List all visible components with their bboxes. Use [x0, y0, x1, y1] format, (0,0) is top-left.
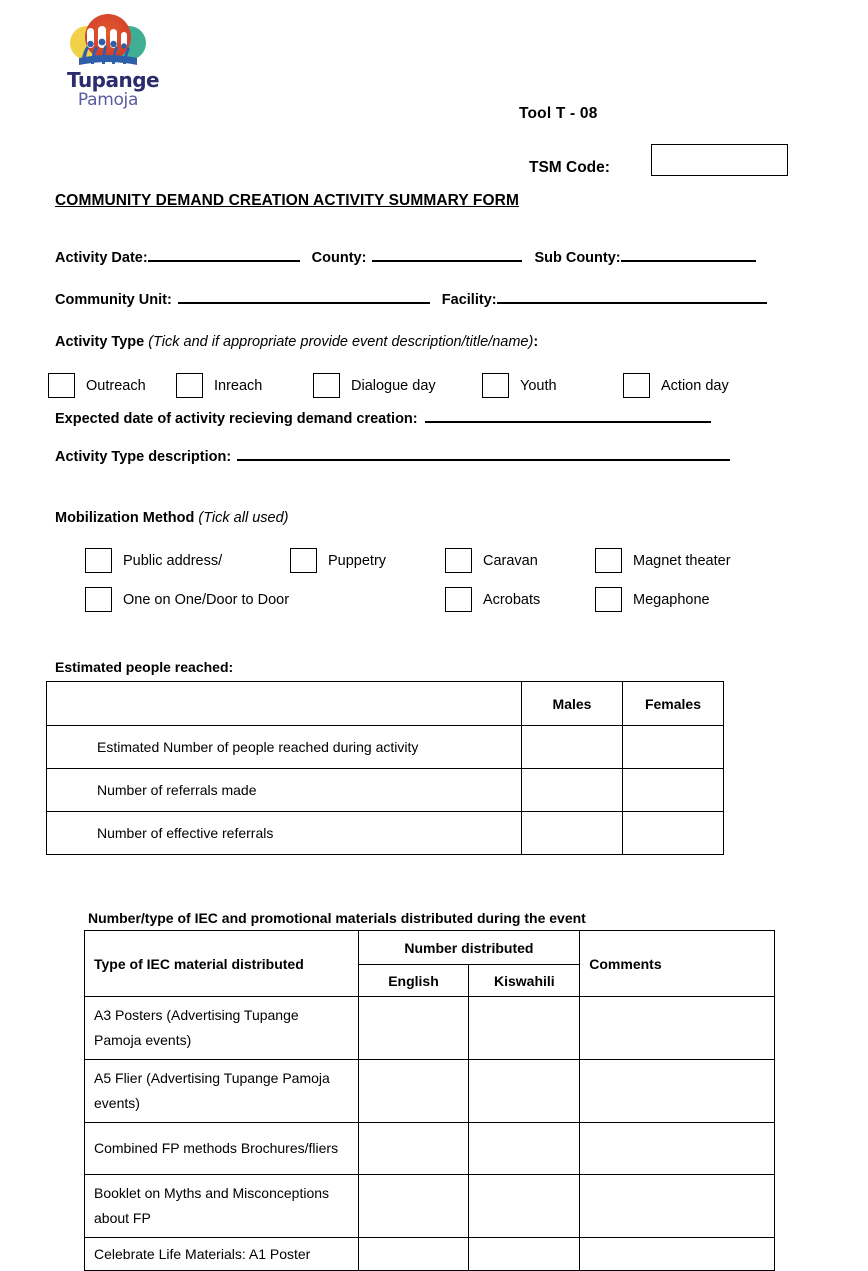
- activity-date-row: [55, 248, 756, 266]
- iec-row-comments-input[interactable]: [580, 1175, 775, 1238]
- option-label: Megaphone: [633, 591, 710, 608]
- mobilization-option-magnet-theater[interactable]: [595, 548, 731, 573]
- checkbox-icon[interactable]: [313, 373, 340, 398]
- iec-header-type: Type of IEC material distributed: [85, 931, 359, 997]
- community-unit-row: [55, 290, 767, 308]
- checkbox-icon[interactable]: [623, 373, 650, 398]
- page-title: COMMUNITY DEMAND CREATION ACTIVITY SUMMARY FORM: [55, 192, 519, 209]
- activity-type-option-inreach[interactable]: [176, 373, 262, 398]
- mobilization-option-caravan[interactable]: [445, 548, 538, 573]
- community-unit-label: Community Unit:: [55, 292, 172, 308]
- estimated-people-reached-table: [46, 681, 724, 855]
- checkbox-icon[interactable]: [595, 587, 622, 612]
- iec-materials-table: [84, 930, 775, 1271]
- county-input[interactable]: [372, 248, 522, 262]
- logo-people-icon: [77, 26, 139, 66]
- activity-type-description-label: Activity Type description:: [55, 449, 232, 465]
- option-label: Caravan: [483, 552, 538, 569]
- table-row: [85, 1238, 775, 1271]
- sub-county-label: Sub County:: [534, 250, 621, 266]
- table-row: [85, 997, 775, 1060]
- table-header-row: [47, 682, 724, 726]
- table-row: [47, 812, 724, 855]
- iec-row-kiswahili-input[interactable]: [469, 1175, 580, 1238]
- checkbox-icon[interactable]: [482, 373, 509, 398]
- facility-input[interactable]: [497, 290, 767, 304]
- reach-header-females: Females: [623, 682, 724, 726]
- table-row: [47, 769, 724, 812]
- sub-county-input[interactable]: [621, 248, 756, 262]
- logo-wordmark-secondary: Pamoja: [77, 90, 139, 110]
- checkbox-icon[interactable]: [85, 587, 112, 612]
- option-label: Public address/: [123, 552, 223, 569]
- reach-row-label: Number of referrals made: [47, 769, 522, 812]
- mobilization-option-one-on-one[interactable]: [85, 587, 289, 612]
- option-label: Puppetry: [328, 552, 387, 569]
- table-row: [85, 1175, 775, 1238]
- iec-row-comments-input[interactable]: [580, 1060, 775, 1123]
- reach-row-males-input[interactable]: [522, 726, 623, 769]
- reach-row-females-input[interactable]: [623, 769, 724, 812]
- activity-type-description-input[interactable]: [237, 447, 730, 461]
- mobilization-option-puppetry[interactable]: [290, 548, 386, 573]
- table-row: [85, 1123, 775, 1175]
- logo-mark-icon: [67, 10, 149, 68]
- expected-date-input[interactable]: [425, 409, 711, 423]
- mobilization-option-acrobats[interactable]: [445, 587, 540, 612]
- tsm-code-input[interactable]: [651, 144, 788, 176]
- reach-row-label: Estimated Number of people reached during activity: [47, 726, 522, 769]
- mobilization-option-megaphone[interactable]: [595, 587, 710, 612]
- option-label: Youth: [520, 377, 557, 394]
- reach-row-females-input[interactable]: [623, 812, 724, 855]
- activity-type-heading: [55, 334, 538, 350]
- tsm-code-label: TSM Code:: [529, 159, 610, 176]
- reach-row-females-input[interactable]: [623, 726, 724, 769]
- activity-type-option-outreach[interactable]: [48, 373, 146, 398]
- option-label: Action day: [661, 377, 729, 394]
- table-row: [47, 726, 724, 769]
- activity-type-option-action-day[interactable]: [623, 373, 729, 398]
- option-label: Outreach: [86, 377, 146, 394]
- iec-row-kiswahili-input[interactable]: [469, 1238, 580, 1271]
- expected-date-label: Expected date of activity recieving demand creation:: [55, 411, 418, 427]
- iec-row-english-input[interactable]: [358, 997, 469, 1060]
- mobilization-heading: [55, 510, 289, 526]
- table-row: [85, 1060, 775, 1123]
- iec-row-material: Celebrate Life Materials: A1 Poster: [85, 1238, 359, 1271]
- table-header-row-top: [85, 931, 775, 965]
- checkbox-icon[interactable]: [176, 373, 203, 398]
- activity-date-input[interactable]: [148, 248, 300, 262]
- activity-type-options: [48, 373, 838, 401]
- iec-row-material: Booklet on Myths and Misconceptions about FP: [85, 1175, 359, 1238]
- reach-header-blank: [47, 682, 522, 726]
- checkbox-icon[interactable]: [290, 548, 317, 573]
- facility-label: Facility:: [441, 292, 497, 308]
- option-label: Dialogue day: [351, 377, 436, 394]
- community-unit-input[interactable]: [178, 290, 430, 304]
- checkbox-icon[interactable]: [445, 548, 472, 573]
- iec-row-comments-input[interactable]: [580, 1238, 775, 1271]
- checkbox-icon[interactable]: [595, 548, 622, 573]
- reach-header-males: Males: [522, 682, 623, 726]
- checkbox-icon[interactable]: [85, 548, 112, 573]
- iec-header-comments: Comments: [580, 931, 775, 997]
- iec-row-english-input[interactable]: [358, 1060, 469, 1123]
- county-label: County:: [311, 250, 367, 266]
- iec-row-material: A3 Posters (Advertising Tupange Pamoja events): [85, 997, 359, 1060]
- iec-row-comments-input[interactable]: [580, 1123, 775, 1175]
- expected-date-row: [55, 409, 711, 427]
- activity-date-label: Activity Date:: [55, 250, 148, 266]
- activity-type-heading-colon: :: [533, 334, 539, 350]
- activity-type-description-row: [55, 447, 730, 465]
- estimated-people-reached-heading: Estimated people reached:: [55, 659, 234, 675]
- logo-wordmark-primary: Tupange: [67, 68, 160, 92]
- activity-type-option-youth[interactable]: [482, 373, 557, 398]
- reach-row-males-input[interactable]: [522, 769, 623, 812]
- iec-row-material: A5 Flier (Advertising Tupange Pamoja events): [85, 1060, 359, 1123]
- option-label: One on One/Door to Door: [123, 591, 290, 608]
- reach-row-males-input[interactable]: [522, 812, 623, 855]
- option-label: Acrobats: [483, 591, 541, 608]
- activity-type-heading-note: (Tick and if appropriate provide event description/title/name): [148, 334, 534, 350]
- iec-row-material: Combined FP methods Brochures/fliers: [85, 1123, 359, 1175]
- iec-header-kiswahili: Kiswahili: [469, 965, 580, 997]
- iec-materials-heading: Number/type of IEC and promotional materials distributed during the event: [88, 910, 586, 926]
- mobilization-heading-bold: Mobilization Method: [55, 510, 199, 526]
- mobilization-options: [85, 548, 845, 628]
- tool-code-label: Tool T - 08: [519, 105, 598, 122]
- iec-row-comments-input[interactable]: [580, 997, 775, 1060]
- option-label: Magnet theater: [633, 552, 731, 569]
- iec-row-kiswahili-input[interactable]: [469, 1060, 580, 1123]
- reach-row-label: Number of effective referrals: [47, 812, 522, 855]
- option-label: Inreach: [214, 377, 263, 394]
- iec-row-english-input[interactable]: [358, 1238, 469, 1271]
- activity-type-heading-bold: Activity Type: [55, 334, 149, 350]
- iec-row-kiswahili-input[interactable]: [469, 997, 580, 1060]
- iec-header-number-distributed: Number distributed: [358, 931, 580, 965]
- mobilization-heading-note: (Tick all used): [198, 510, 289, 526]
- activity-type-option-dialogue-day[interactable]: [313, 373, 436, 398]
- checkbox-icon[interactable]: [48, 373, 75, 398]
- checkbox-icon[interactable]: [445, 587, 472, 612]
- iec-row-english-input[interactable]: [358, 1123, 469, 1175]
- iec-header-english: English: [358, 965, 469, 997]
- iec-row-kiswahili-input[interactable]: [469, 1123, 580, 1175]
- iec-row-english-input[interactable]: [358, 1175, 469, 1238]
- tupange-pamoja-logo: [67, 10, 160, 120]
- mobilization-option-public-address[interactable]: [85, 548, 222, 573]
